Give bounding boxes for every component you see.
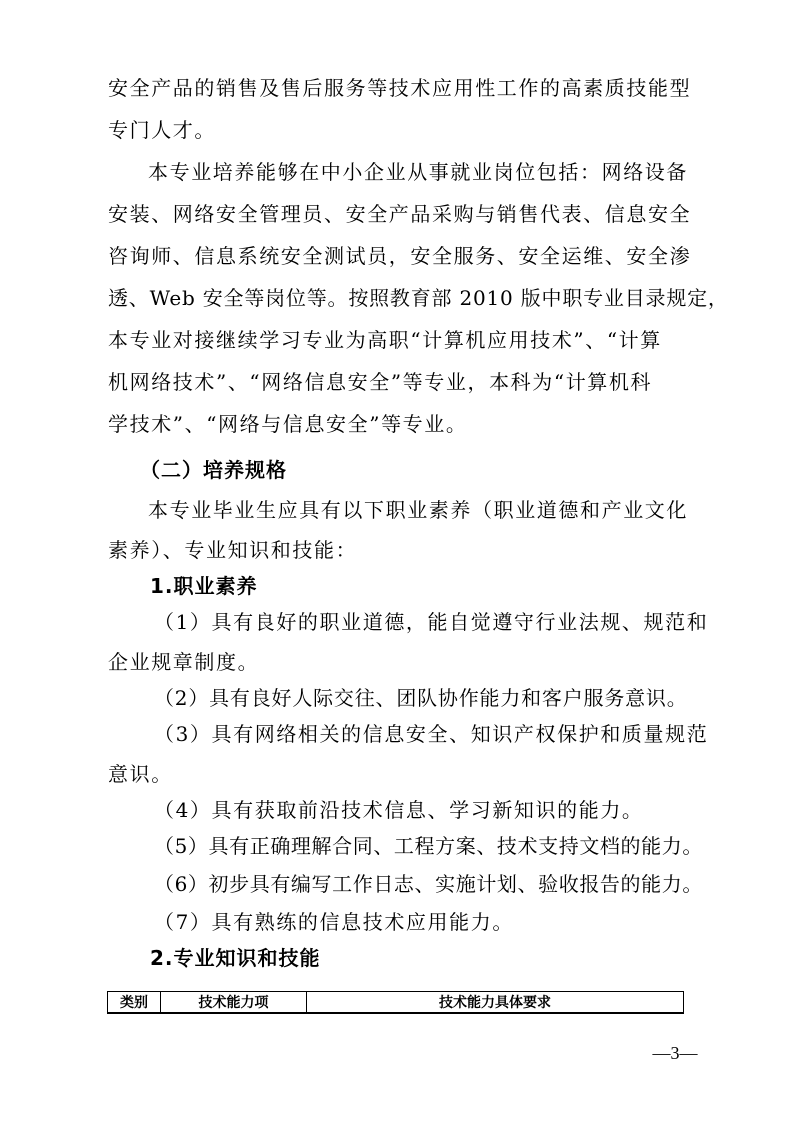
page-number: —3— bbox=[652, 1043, 698, 1063]
paragraph-line: 咨询师、信息系统安全测试员，安全服务、安全运维、安全渗 bbox=[108, 244, 692, 268]
table-header-row bbox=[108, 992, 684, 1014]
paragraph-line: 透、Web 安全等岗位等。按照教育部 2010 版中职专业目录规定， bbox=[108, 286, 729, 310]
column-header-category: 类别 bbox=[108, 992, 161, 1014]
list-item: （1）具有良好的职业道德，能自觉遵守行业法规、规范和 bbox=[154, 610, 709, 634]
column-header-skill-item: 技术能力项 bbox=[161, 992, 307, 1014]
list-item: （5）具有正确理解合同、工程方案、技术支持文档的能力。 bbox=[154, 834, 703, 858]
section-heading: （二）培养规格 bbox=[140, 458, 287, 482]
list-item: （7）具有熟练的信息技术应用能力。 bbox=[154, 910, 514, 934]
paragraph-line: 专门人才。 bbox=[108, 118, 216, 142]
list-item: （6）初步具有编写工作日志、实施计划、验收报告的能力。 bbox=[154, 872, 703, 896]
paragraph-line: 安装、网络安全管理员、安全产品采购与销售代表、信息安全 bbox=[108, 202, 692, 226]
requirements-table bbox=[107, 991, 684, 1014]
list-item: （4）具有获取前沿技术信息、学习新知识的能力。 bbox=[154, 798, 644, 822]
paragraph-line: 本专业毕业生应具有以下职业素养（职业道德和产业文化 bbox=[148, 498, 688, 522]
column-header-requirements: 技术能力具体要求 bbox=[307, 992, 684, 1014]
paragraph-line: 本专业培养能够在中小企业从事就业岗位包括：网络设备 bbox=[148, 160, 688, 184]
subsection-heading: 1.职业素养 bbox=[150, 574, 258, 598]
list-item: （2）具有良好人际交往、团队协作能力和客户服务意识。 bbox=[154, 686, 688, 710]
paragraph-line: 机网络技术”、“网络信息安全”等专业，本科为“计算机科 bbox=[108, 370, 653, 394]
paragraph-line: 素养）、专业知识和技能： bbox=[108, 538, 358, 562]
list-item: （3）具有网络相关的信息安全、知识产权保护和质量规范 bbox=[154, 722, 709, 746]
subsection-heading: 2.专业知识和技能 bbox=[150, 946, 321, 970]
paragraph-line: 意识。 bbox=[108, 762, 173, 786]
paragraph-line: 企业规章制度。 bbox=[108, 650, 260, 674]
paragraph-line: 学技术”、“网络与信息安全”等专业。 bbox=[108, 412, 468, 436]
paragraph-line: 安全产品的销售及售后服务等技术应用性工作的高素质技能型 bbox=[108, 76, 692, 100]
paragraph-line: 本专业对接继续学习专业为高职“计算机应用技术”、“计算 bbox=[108, 328, 662, 352]
